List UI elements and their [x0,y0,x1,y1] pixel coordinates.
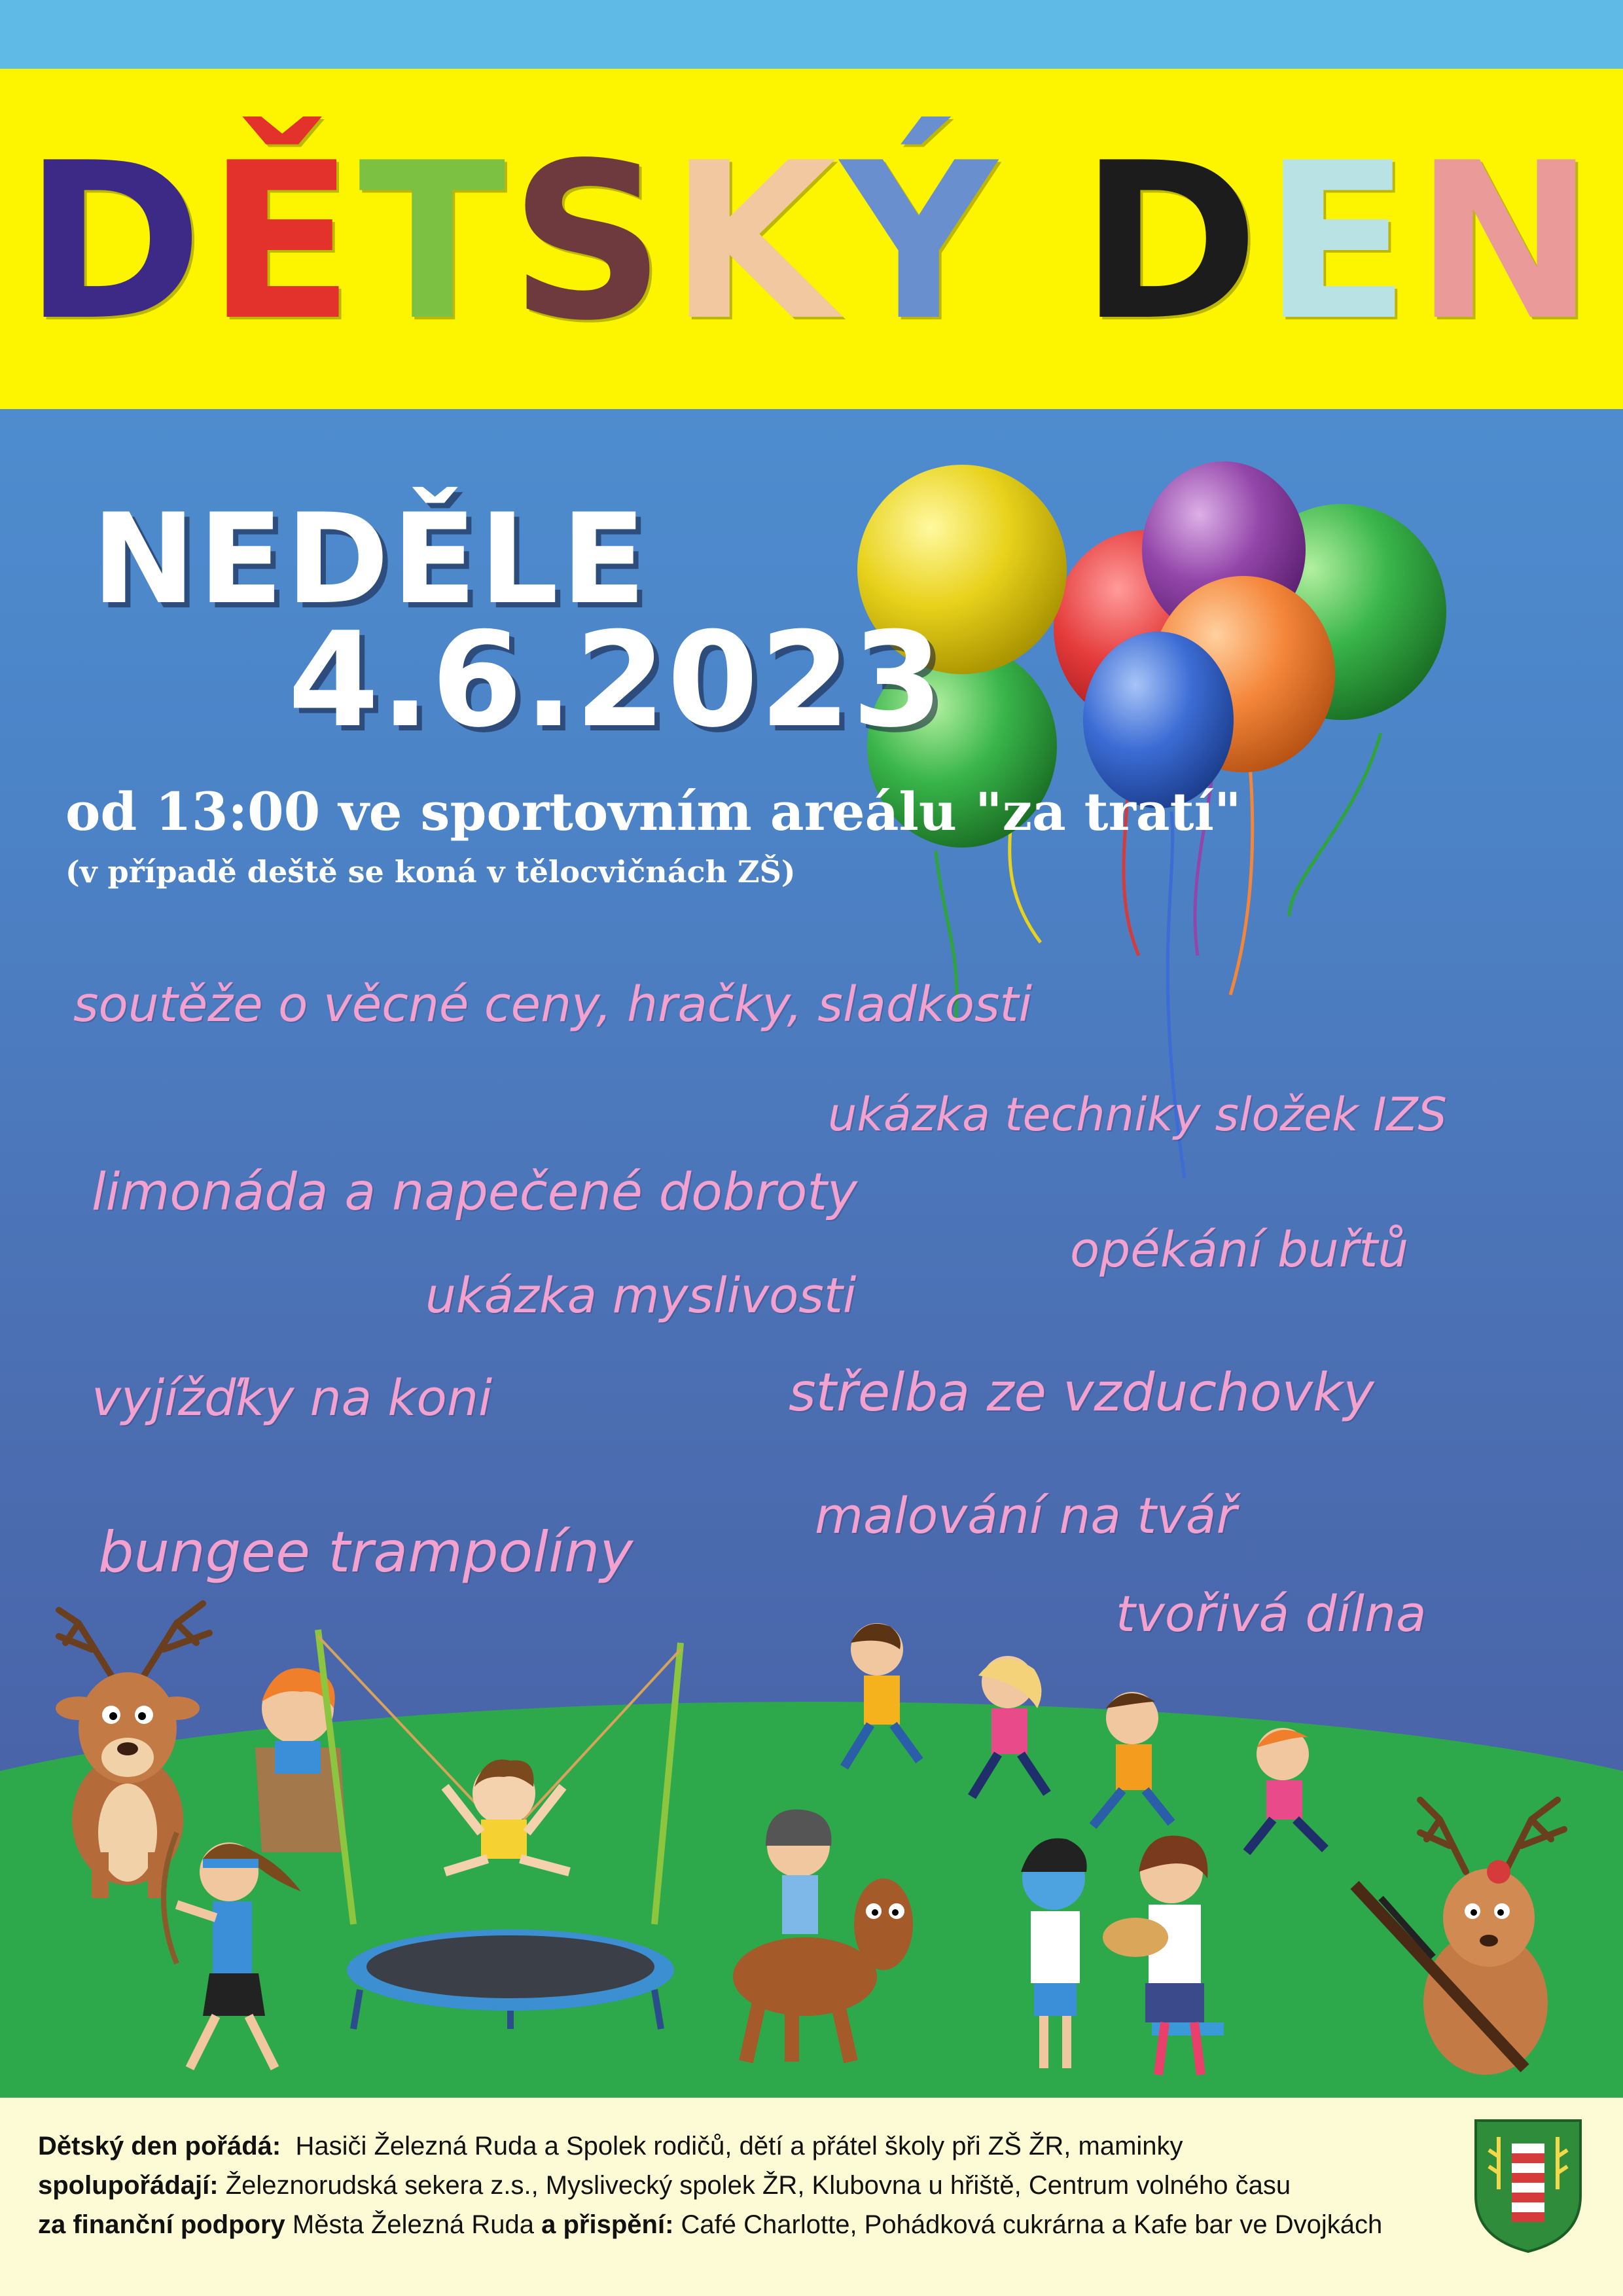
title-letter: D [1080,117,1264,368]
event-time-place: od 13:00 ve sportovním areálu "za tratí" [65,781,1241,842]
title-letter: T [358,117,510,368]
footer-text: Železnorudská sekera z.s., Myslivecký spolek ŽR, Klubovna u hřiště, Centrum volného času [225,2171,1291,2200]
activity-item: střelba ze vzduchovky [789,1362,1374,1423]
activity-item: vyjížďky na koni [92,1369,493,1427]
footer-line-organizer [38,2130,1183,2162]
event-day: NEDĚLE [92,487,649,632]
sky-top-band [0,0,1623,69]
title-letter: S [509,117,669,368]
title-letter: K [669,117,841,368]
title-letter: Ě [207,117,359,368]
archer-kid-illustration [151,1820,327,2081]
title-space [1001,134,1080,350]
footer-line-support [38,2209,1382,2240]
deer-hunter-illustration [1355,1793,1603,2088]
activity-item: ukázka techniky složek IZS [828,1088,1447,1141]
footer-label: spolupořádají: [38,2171,219,2200]
poster-title [0,117,1623,368]
activity-item: opékání buřtů [1070,1222,1409,1278]
face-painting-illustration [995,1820,1257,2081]
footer-text: Hasiči Železná Ruda a Spolek rodičů, dětí a přátel školy při ZŠ ŽR, maminky [295,2132,1183,2161]
bungee-trampoline-illustration [314,1623,720,2029]
event-date: 4.6.2023 [288,604,944,757]
title-letter: Ý [840,117,1001,368]
title-letter: D [24,117,207,368]
footer-sponsors [0,2098,1623,2296]
activity-item: soutěže o věcné ceny, hračky, sladkosti [73,977,1033,1033]
footer-text: Města Železná Ruda [292,2210,535,2239]
horse-rider-illustration [720,1793,929,2068]
footer-label: za finanční podpory [38,2210,285,2239]
activity-item: tvořivá dílna [1116,1585,1427,1643]
title-letter: N [1414,117,1599,368]
footer-line-coorganizers [38,2170,1291,2201]
activity-item: malování na tvář [815,1486,1237,1545]
activity-item: limonáda a napečené dobroty [92,1163,858,1222]
title-letter: E [1263,117,1415,368]
footer-text: Café Charlotte, Pohádková cukrárna a Kafe bar ve Dvojkách [681,2210,1383,2239]
footer-label: a přispění: [541,2210,674,2239]
coat-of-arms-icon [1472,2117,1584,2255]
activity-item: bungee trampolíny [98,1520,633,1585]
footer-label: Dětský den pořádá: [38,2132,281,2161]
rain-note: (v případě deště se koná v tělocvičnách ZŠ) [65,854,796,889]
activity-item: ukázka myslivosti [425,1268,857,1324]
